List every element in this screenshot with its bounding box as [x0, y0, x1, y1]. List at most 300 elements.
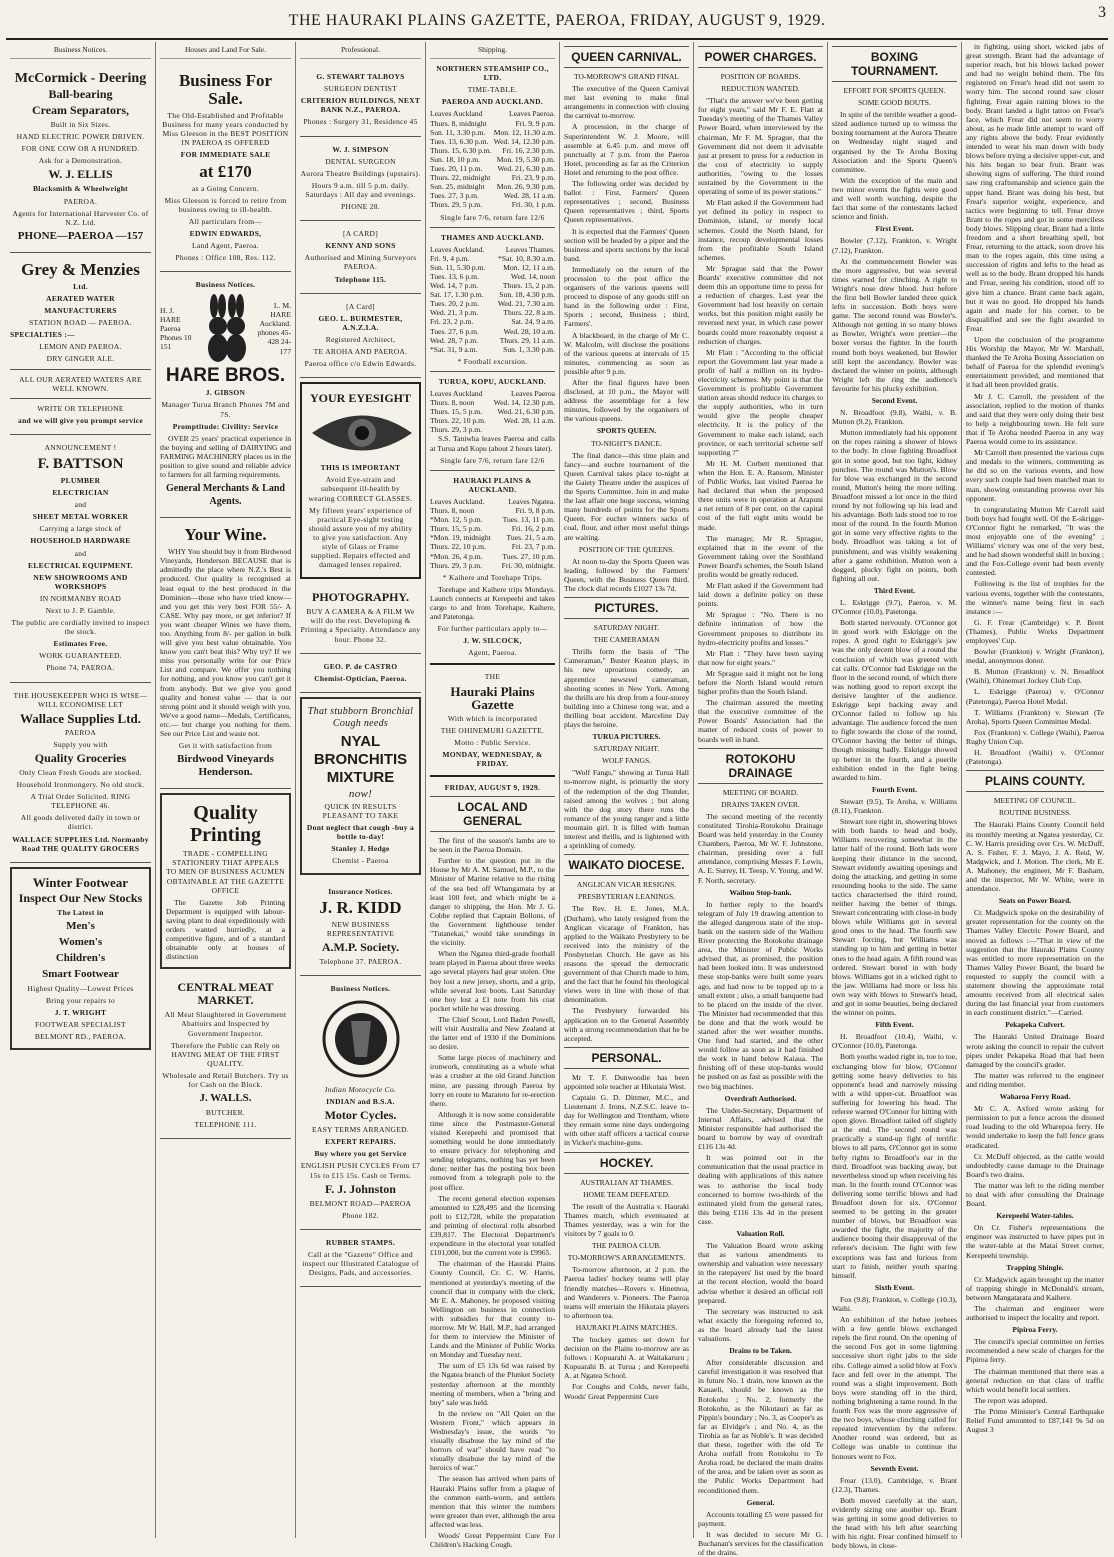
- timetable-cell: Wed. 21, 7.30 a.m.: [497, 299, 555, 309]
- article-paragraph: An exhibition of the hebee jeebees with a few gentle blows exchanged repels the first round. On the opening of the second Fox got in some lightning successive short right jabs to the side ribs. College aimed a solid blow at Fox's face and fell over in the attempt. The round was a slight improvement. Both boys were standing off in the third, nothing brightening a tame round. In the fourth Fox was the more aggressive of the two boys, whose clinching called for repeated intervention by the referee. Another round was ordered, but as College was unable to continue the honours went to Fox.: [832, 1315, 957, 1461]
- ad-text: [A Card]: [346, 301, 375, 311]
- column-8: [962, 42, 1108, 1538]
- ad-text: DENTAL SURGEON: [325, 156, 396, 166]
- kidd-ad: [300, 879, 421, 976]
- article-paragraph: Frear (13.0), Cambridge, v. Brant (12.3), Thames.: [832, 1475, 957, 1494]
- timetable-header: [430, 245, 555, 254]
- section-heading: HOCKEY.: [564, 1152, 689, 1174]
- masthead: THE HAURAKI PLAINS GAZETTE, PAEROA, FRIDAY, AUGUST 9, 1929.: [288, 12, 826, 29]
- article-paragraph: "That's the answer we've been getting for eight years," said Mr F. E. Flatt at Tuesday's meeting of the Thames Valley Power Board, when interviewed by the chairman, Mr F. M. Sprague, that the Government did not deem it advisable just at present to press for a reduction in the cost of electricity to supply authorities, "owing to the losses sustained by the Government in the operating of some of its power stations.": [698, 96, 823, 197]
- timetable-cell: Wed. 28, 7 p.m.: [430, 335, 479, 345]
- timetable-cell: Fri. 23, 2 p.m.: [430, 317, 474, 327]
- ad-text: Promptitude: Civility: Service: [172, 421, 279, 431]
- wallace-ad: [10, 683, 151, 863]
- article-paragraph: Immediately on the return of the procession to the post office the organisers of the various queens will proceed to dispose of any goods still on hand in the following order : First, Sports ; second, Business ; third, Farmers'.: [564, 264, 689, 329]
- kenny-card: [300, 221, 421, 293]
- personal-body: [564, 1073, 689, 1148]
- timetable-cell: Sun. 11, 5.30 p.m.: [430, 262, 486, 272]
- column-6: [694, 42, 828, 1557]
- timetable-cell: Thurs. 15, 2 p.m.: [502, 281, 555, 291]
- subheading: TO-MORROW'S ARRANGEMENTS.: [567, 1253, 686, 1263]
- timetable-column-label: Leaves Ngatea.: [508, 496, 555, 506]
- timetable-row: [430, 155, 555, 164]
- section-heading: PERSONAL.: [564, 1047, 689, 1069]
- subheading: ANGLICAN VICAR RESIGNS.: [576, 880, 677, 890]
- timetable-cell: Thurs. 15, 6.30 p.m.: [430, 145, 492, 155]
- ad-text: WALLACE SUPPLIES Ltd. Normanby Road THE QUALITY GROCERS: [12, 834, 149, 853]
- article-paragraph: For Coughs and Colds, never fails, Woods' Great Peppermint Cure: [564, 1382, 689, 1401]
- timetable-cell: Wed. 14, 7 p.m.: [430, 281, 479, 291]
- article-paragraph: After the final figures have been disclosed, at 10 p.m., the Mayor will address the assemblage for a few minutes, followed by the organisers of the various queens.: [564, 378, 689, 424]
- article-paragraph: Mr Sprague said that the Power Boards' executive committee did not deem this an opportune time to press for a reduction of charges. Last year the Government had lost heavily on certain works, but this position might easily be reversed next year, in which case power boards could more reasonably request a reduction of charges.: [698, 263, 823, 346]
- burmester-card: [300, 294, 421, 379]
- article-paragraph: Cr. Madgwick spoke on the desirability of greater representation for the county on the Thames Valley Electric Power Board, and moved as follows :—"That in view of the suggestion that the Hauraki Plains County was entitled to more representation on the Thames Valley Power Board, the board be requested to supply the council with a statement showing the approximate total amounts received from all electrical sales during the last financial year from customers in each constituent district."—Carried.: [966, 908, 1104, 1018]
- timetable-cell: Thurs. 22, 10 p.m.: [430, 542, 486, 552]
- article-paragraph: Both moved carefully at the start, evidently sizing one another up. Brant was getting in some good deliveries to the head with his left after searching with his right. Frear confined himself to body blows, in close-: [832, 1495, 957, 1551]
- article-paragraph: Mutton immediately had his opponent on the ropes raining a shower of blows to the body. In close fighting Broadfoot got in some good, but too light, kidney punches. The round was Mutton's. Blow for blow was exchanged in the second round, Mutton's being the more telling. Broadfoot missed a lot once in the third round by not following up his lead and his advantage. Both lads stood toe to toe most of the round. In the fourth Mutton got in some very effective rights to the body. Broadfoot was taking a lot of punishment, and was visibly weakening after a game exhibition. Mutton won a dogged, plucky fight on points, both fighting all out.: [832, 428, 957, 583]
- ad-text: All Meat Slaughtered in Government Abattoirs and Inspected by Government Inspector.: [164, 1010, 287, 1038]
- timetable-cell: Wed. 28, 10 a.m.: [503, 326, 555, 336]
- local-general-body: [430, 836, 555, 1549]
- ad-text: Insurance Notices.: [328, 886, 393, 896]
- ad-text: INDIAN and B.S.A.: [326, 1097, 395, 1107]
- ad-text: All goods delivered daily in town or district.: [20, 813, 141, 832]
- timetable-row: [430, 398, 555, 407]
- ad-text: Chemist - Paeroa: [332, 856, 389, 866]
- ad-logo: HARE BROS.: [165, 365, 286, 387]
- timetable-row: [430, 164, 555, 173]
- ad-text: Land Agent, Paeroa.: [192, 241, 259, 251]
- article-paragraph: The secretary was instructed to ask what exactly the foregoing referred to, as the board already had the latest valuations.: [698, 1306, 823, 1343]
- ad-text: TE AROHA AND PAEROA.: [313, 346, 408, 356]
- ad-text: WORK GUARANTEED.: [39, 651, 122, 661]
- ad-text: Get it with satisfaction from: [178, 741, 273, 751]
- timetable-row: [430, 317, 555, 326]
- article-paragraph: Woods' Great Peppermint Cure For Children's Hacking Cough.: [430, 1531, 555, 1550]
- subheading: TURUA PICTURES.: [592, 732, 661, 742]
- subheading: THE PAEROA CLUB.: [591, 1241, 662, 1251]
- ad-text: PAEROA.: [63, 196, 98, 206]
- ad-text: THE HOUSEKEEPER WHO IS WISE— WILL ECONOMISE LET: [13, 690, 148, 709]
- article-paragraph: L. Eskrigge (Paeroa) v. O'Connor (Patetonga), Paeroa Hotel Medal.: [966, 687, 1104, 706]
- ad-text: FOR ONE COW OR A HUNDRED.: [21, 144, 140, 154]
- section-heading: POWER CHARGES.: [698, 46, 823, 68]
- article-paragraph: The Chief Scout, Lord Baden Powell, will visit Australia and New Zealand at the latter end of 1930 if the Dominions so desire.: [430, 1014, 555, 1052]
- ad-text: SPECIALTIES :—: [10, 330, 75, 340]
- subheading: DRAINS TAKEN OVER.: [721, 799, 800, 809]
- ad-text: Only Clean Fresh Goods are stocked.: [19, 767, 142, 777]
- subheading: Drains to be Taken.: [729, 1346, 792, 1356]
- agent-text: Agent, Paeroa.: [468, 648, 517, 658]
- article-paragraph: Mr Sprague said it might not be long before the North Island would return higher profits than the South Island.: [698, 668, 823, 697]
- subheading: Seventh Event.: [870, 1463, 919, 1473]
- ad-text: SHEET METAL WORKER: [32, 512, 129, 522]
- page-number: 3: [1098, 4, 1106, 21]
- article-paragraph: The Under-Secretary, Department of Internal Affairs, advised that the Minister responsible had authorised the board to borrow by way of overdraft £116 13s 4d.: [698, 1105, 823, 1152]
- subheading: Fourth Event.: [872, 784, 917, 794]
- timetable-row: [430, 561, 555, 570]
- ad-text: Chemist-Optician, Paeroa.: [314, 673, 407, 683]
- queen-body: [564, 84, 689, 423]
- article-paragraph: Mr Flatt asked if the Government had laid down a definite policy on these points.: [698, 581, 823, 609]
- timetable-cell: *Mon. 19, midnight: [430, 533, 491, 543]
- ad-title: YOUR EYESIGHT: [309, 391, 412, 406]
- section-heading: BOXING TOURNAMENT.: [832, 46, 957, 82]
- ad-text: WHY You should buy it from Birdwood Vineyards, Henderson BECAUSE that is admittedly the place where N.Z.'s Best is produced. Our quality is recognised at least equal to the best produced in the Dominion—those who have tried know—and you get this very best FOR 55/- A CASE. Why pay more, or get inferior? If you want cheaper Wines we have them, too. Anything from 8/- per gallon in bulk will give you best value obtainable. You know you can't beat this? Why try? If we miss you personally write for our Price List and compare. We offer you nothing for nothing, and you know you can't get it from anybody. But we give you good quality and honest value — that is our strong point and it should weigh with you. We've a good name—Medals, Certificates, etc.— but charge you nothing for them. See our Price List and waste not.: [160, 547, 291, 739]
- timetable-cell: Wed. 21, 6.30 p.m.: [497, 407, 555, 417]
- article-paragraph: Stewart tore right in, showering blows with both hands to head and body, Williams recovering somewhat in the latter half of the round. Both lads were keeping their distance in the second, Stewart evidently awaiting openings and doing the attacking, and getting in some resounding hooks to the side. The same tactics characterised the third round, neither having the better of things. Stewart concentrating with close-in body blows while Williams got in several good ones to the head. The fourth saw Stewart forcing, but Williams was standing up to him and getting in better ones to the head again. A fifth round was ordered. Stewart bored in with body blows. Williams got in a wicked right to the jaw. Williams had more or less his own way with blows to Stewart's head, and got in some beauties, being declared the winner on points.: [832, 817, 957, 1018]
- ad-text: Household Ironmongery. No old stock.: [16, 780, 145, 790]
- ad-text: Ltd.: [73, 281, 88, 291]
- timetable-row: [430, 137, 555, 146]
- ad-text: Phone 182.: [342, 1210, 379, 1220]
- ad-text: My fifteen years' experience of practical Eye-sight testing should assure you of my ability to give you satisfaction. Any style of Glass or Frame supplied. Repairs effected and damaged lenses repaired.: [308, 505, 413, 570]
- shipping-company: NORTHERN STEAMSHIP CO., LTD.: [436, 64, 549, 83]
- article-paragraph: The matter was left to the riding member to deal with after consulting the Drainage Board.: [966, 1180, 1104, 1209]
- timetable-row: [430, 254, 555, 263]
- ad-text: Miss Gleeson is forced to retire from business owing to ill-health.: [164, 195, 287, 214]
- article-paragraph: It is expected that the Farmers' Queen section will be headed by a piper and the business and sports sections by the local band.: [564, 226, 689, 263]
- article-paragraph: A blackboard, in the charge of Mr C. W. Malcolm, will disclose the positions of the various queens at intervals of 15 minutes, commencing as soon as possible after 9 p.m.: [564, 330, 689, 376]
- ad-text: Registered Architect,: [325, 334, 396, 344]
- subheading: General.: [746, 1497, 775, 1507]
- timetable-cell: Tues. 13, 6.30 p.m.: [430, 136, 489, 146]
- timetable-cell: Thurs. 22, 8 a.m.: [503, 308, 555, 318]
- ad-text: now!: [348, 787, 373, 800]
- route-note: Torehape and Kaihere trips Mondays. Launch connects at Kerepeehi and takes cargo to and from Torehape, Kaihere, and Patetonga.: [430, 584, 555, 622]
- column-header: Business Notices.: [10, 42, 151, 59]
- timetable-row: [430, 263, 555, 272]
- grey-menzies-ad: [10, 253, 151, 435]
- timetable-cell: Thurs. 22, 10 p.m.: [430, 416, 486, 426]
- article-paragraph: The Prime Minister's Central Earthquake Relief Fund amounted to £87,141 9s 5d on August 3: [966, 1406, 1104, 1435]
- subheading: SATURDAY NIGHT.: [593, 744, 660, 754]
- article-paragraph: Bowler (7.12), Frankton, v. Wright (7.12), Frankton.: [832, 236, 957, 255]
- timetable-cell: Thurs. 8, noon: [430, 398, 475, 408]
- article-paragraph: The report was adopted.: [974, 1395, 1048, 1405]
- timetable-cell: Fri. 9, 4 p.m.: [430, 253, 470, 263]
- ad-text: Buy where you get Service: [314, 1149, 407, 1159]
- article-paragraph: Cr. Madgwick again brought up the matter of trapping shingle in McDonald's stream, between Mangatarata and Kaihere.: [966, 1274, 1104, 1302]
- ad-text: Supply you with: [53, 739, 108, 749]
- timetable-header: [430, 497, 555, 506]
- talboys-card: [300, 64, 421, 136]
- article-paragraph: In the review on "All Quiet on the Western Front," which appears in Wednesday's issue, the words "to visually disabuse the lay mind of the horrors of war" should have read "to visually disabuse the lay mind of the heroics of war.": [430, 1408, 555, 1473]
- waikato-body: [564, 904, 689, 1042]
- article-paragraph: Captain G. D. Dittmer, M.C., and Lieutenant J. Irons, N.Z.S.C. leave to-day for Wellington and Trentham, where they remain some nine days undergoing with other staff officers a tactical course in Vicker's machine-guns.: [564, 1093, 689, 1148]
- article-paragraph: The Rev. H. E. Jones, M.A. (Durham), who lately resigned from the Anglican vicarage of Frankton, has applied to the Waikato Presbytery to be received into the ministry of the Presbyterian Church. He gave as his reasons the spread the democratic government of that Church made to him, and the fact that he found his theological views were in line with those of that denomination.: [564, 904, 689, 1005]
- timetable-row: [430, 308, 555, 317]
- timetable-cell: Thurs. 29, 3 p.m.: [430, 560, 483, 570]
- subheading: MEETING OF BOARD.: [722, 787, 799, 797]
- ad-text: Avoid Eye-strain and subsequent ill-health by wearing CORRECT GLASSES.: [308, 475, 413, 503]
- article-paragraph: The first of the season's lambs are to be seen in the Paeroa Domain.: [430, 836, 555, 855]
- ad-title: Motor Cycles.: [324, 1108, 397, 1123]
- subheading: HOME TEAM DEFEATED.: [583, 1189, 670, 1199]
- ad-name: W. J. ELLIS: [48, 167, 113, 182]
- subheading: Valuation Roll.: [736, 1228, 785, 1238]
- ad-text: J. T. WRIGHT: [54, 1007, 107, 1017]
- column-4: [426, 42, 560, 1550]
- subheading: Waharoa Ferry Road.: [999, 1092, 1071, 1102]
- ad-text: IN NORMANBY ROAD: [39, 593, 122, 603]
- article-paragraph: H. Broadfoot (10.4), Waihi, v. O'Connor (10.0), Patetonga.: [832, 1032, 957, 1051]
- timetable-cell: Wed. 21, 3 p.m.: [430, 308, 479, 318]
- timetable-row: [430, 182, 555, 191]
- ad-text: PLUMBER: [60, 475, 101, 485]
- article-paragraph: Mr Carroll then presented the various cups and medals to the winners, commenting as he did so on the various events, and how every such couple had been matched man to man, showing outstanding prowess over his opponent.: [966, 448, 1104, 503]
- ad-text: ENGLISH PUSH CYCLES From £7 15s to £15 15s. Cash or Terms.: [300, 1161, 421, 1180]
- ad-name: KENNY AND SONS: [325, 241, 396, 251]
- article-paragraph: It was decided to secure Mr G. Buchanan's services for the classification of the drains.: [698, 1529, 823, 1557]
- business-sale-ad: [160, 64, 291, 272]
- ad-title: F. BATTSON: [37, 455, 124, 472]
- timetable-cell: Wed. 14, noon: [510, 271, 555, 281]
- ad-text: General Merchants & Land Agents.: [166, 483, 285, 508]
- article-paragraph: Mr T. F. Dunwoodie has been appointed sole teacher at Hikutaia West.: [564, 1072, 689, 1091]
- ad-text: ANNOUNCEMENT !: [44, 442, 117, 452]
- timetable-cell: Sun. 18, 10 p.m.: [430, 154, 480, 164]
- timetable-row: [430, 128, 555, 137]
- timetable-cell: Thurs. 22, midnight: [430, 173, 491, 183]
- article-paragraph: Both started nervously. O'Connor got in good work with Eskrigge on the ropes. A good right to Eskrigge's jaw was the only decent blow of a round the conclusion of which was greeted with cat calls. O'Connor had Eskrigge on the floor in the second round, of which there was nothing good to report except the derisive laughter of the audience. Eskrigge kept backing away and O'Connor failed to follow up his advantage. The audience forced the men to fight towards the close of the round, O'Connor having the better of things, though missing badly. Eskrigge showed up better in the fourth, and a puerile exhibition ended in the fight being awarded to him.: [832, 618, 957, 782]
- column-7: [828, 42, 962, 1551]
- article-paragraph: The second meeting of the recently constituted Tirohia-Rotokohu Drainage Board was held yesterday in the County Chambers, Paeroa, Mr W. F. Johnstone, chairman, presiding over a full attendance, comprising Messrs F. Lewis, A. E. Surrey, H. Teesp, V. Young, and W. F. North, secretary.: [698, 811, 823, 885]
- ad-text: NEW SHOWROOMS AND WORKSHOPS: [33, 572, 128, 591]
- subheading: EFFORT FOR SPORTS QUEEN.: [843, 86, 946, 95]
- timetable-row: [430, 281, 555, 290]
- trophy-list: [966, 618, 1104, 766]
- article-paragraph: Mr H. M. Corbett mentioned that when the Hon. E. A. Ransom, Minister of Public Works, last visited Paeroa he had declared that when the proposed three units were in operation at Arapuni a net return of 8 per cent. on the capital cost of the full eight units would be made.: [698, 458, 823, 532]
- ad-text: Blacksmith & Wheelwright: [33, 184, 128, 194]
- article-paragraph: With the exception of the main and two minor events the fights were good and well worth watching, despite the fact that some of the contestants lacked science and finish.: [832, 175, 957, 222]
- article-paragraph: At noon to-day the Sports Queen was leading, followed by the Farmers' Queen, with the Business Queen third. The clock dial records £1027 13s 7d.: [564, 556, 689, 593]
- article-paragraph: H. Broadfoot (Waihi) v. O'Connor (Patetonga).: [966, 748, 1104, 767]
- ad-text: Paeroa office c/o Edwin Edwards.: [304, 359, 417, 369]
- timetable-cell: Fri. 23, 7 p.m.: [511, 542, 555, 552]
- timetable-cell: Tues. 21, 5 a.m.: [506, 533, 555, 543]
- timetable-column-label: Leaves Paeroa: [510, 389, 555, 398]
- ad-text: Highest Quality—Lowest Prices: [27, 983, 134, 993]
- article-paragraph: At the commencement Bowler was the more aggressive, but was several times warned for clinching. A right to Wright's nose drew blood. Just before the first bell Bowler landed three quick lefts in succession. Both boys were game. The second round was Bowler's. Although not getting in so many blows as Bowler, Wright's were prettier—the boxer versus the fighter. In the fourth round both boys weakened, but Bowler still kept the ascendancy. Bowler was declared the winner on points, although Wright left the ring the audience's favourite for his plucky exhibition.: [832, 256, 957, 393]
- paper-title: Hauraki Plains Gazette: [450, 683, 535, 712]
- article-paragraph: Mr Flatt asked if the Government had yet defined its policy in respect to Dominion, island, or merely local schemes. Could the North Island, for instance, recoup developmental losses from the profitable South Island schemes.: [698, 198, 823, 262]
- timetable-cell: *Mon. 12, 5 p.m.: [430, 515, 483, 525]
- article-paragraph: Fox (Frankton) v. College (Waihi), Paeroa Rugby Union Cup.: [966, 727, 1104, 746]
- ad-text: A Trial Order Solicited. RING TELEPHONE 46.: [30, 792, 131, 811]
- article-paragraph: Mr J. C. Carroll, the president of the association, replied to the motion of thanks and said that they were only doing their best to help a neighbouring town. He felt sure that if Te Aroha needed Paeroa in any way Paeroa would come to its assistance.: [966, 391, 1104, 447]
- article-paragraph: The executive of the Queen Carnival met last evening to make final arrangements in connection with closing the carnival to-morrow.: [564, 84, 689, 121]
- ad-text: Women's: [58, 935, 103, 948]
- fare-text: Single fare 7/6, return fare 12/6: [440, 455, 545, 465]
- ad-text: DRY GINGER ALE.: [46, 354, 115, 364]
- subheading: PRESBYTERIAN LEANINGS.: [577, 892, 676, 902]
- ad-text: PHONE 28.: [341, 202, 380, 212]
- article-paragraph: Bowler (Frankton) v. Wright (Frankton), medal, anonymous donor.: [966, 647, 1104, 666]
- article-paragraph: L. Eskrigge (9.7), Paeroa, v. M. O'Connor (10.0), Patetonga.: [832, 597, 957, 617]
- article-paragraph: The Presbytery forwarded his application on to the General Assembly with a strong recommendation that he be accepted.: [564, 1006, 689, 1043]
- ad-line: Cream Separators,: [31, 103, 130, 118]
- eyesight-ad: [300, 382, 421, 579]
- ad-text: EXPERT REPAIRS.: [325, 1137, 396, 1147]
- timetable-cell: Tues. 20, 11 p.m.: [430, 164, 483, 174]
- article-paragraph: Further to the question put in the House by Mr A. M. Samuel, M.P., to the Minister of Marine relative to the rising of the sea bed off Whangamata by at least 100 feet, and which might be a danger to shipping, the Hon. Mr J. G. Cobbe replied that Captain Bollons, of the Government lighthouse tender "Tutanekai," would take soundings in the vicinity.: [430, 856, 555, 948]
- timetable-row: [430, 336, 555, 345]
- ad-line: Ball-bearing: [48, 87, 113, 102]
- article-paragraph: The chairman mentioned that there was a general reduction on that class of traffic which would benefit local settlers.: [966, 1366, 1104, 1394]
- ad-price: at £170: [199, 161, 252, 181]
- timetable-cell: Fri. 23, 9 p.m.: [511, 173, 555, 183]
- ad-title: Your Wine.: [184, 525, 267, 545]
- rotokohu-body: [698, 812, 823, 885]
- article-paragraph: In further reply to the board's telegram of July 19 drawing attention to the alleged dangerous state of the stop-bank on the eastern side of the Waihou River protecting the Rotokohu drainage area, the Minister of Public Works advised that, as promised, the position had been looked into. It was understood these stop-banks were built some years ago, and had now to be topped up to a small extent ; also, a small banquette had to be placed on the inside of the river. The Minister had recommended that this be done and that the work would be started after the wet weather months. One fund had started, and the other would follow as soon as it had finished the work in hand below Kaiaua. The finishing off of these stop-banks would be pushed on as fast as possible with the two big machines.: [698, 899, 823, 1091]
- ad-text: Business Notices.: [330, 983, 391, 993]
- ad-text: ALL OUR AERATED WATERS ARE WELL KNOWN.: [19, 374, 142, 393]
- hauraki-plains-table: [430, 497, 555, 570]
- ad-title: J. R. KIDD: [319, 897, 402, 917]
- masthead-text: MONDAY, WEDNESDAY, & FRIDAY.: [442, 749, 543, 768]
- timetable-column-label: Leaves Auckland: [430, 109, 483, 119]
- timetable-row: [430, 345, 555, 354]
- ad-name: F. J. Johnston: [325, 1181, 396, 1196]
- article-paragraph: The chairman and engineer were authorised to inspect the locality and report.: [966, 1304, 1104, 1323]
- timetable-cell: Wed. 14, 12.30 p.m.: [493, 136, 555, 146]
- timetable-row: [430, 552, 555, 561]
- ad-text: Aurora Theatre Buildings (upstairs).: [300, 168, 421, 178]
- ad-text: QUICK IN RESULTS PLEASANT TO TAKE: [322, 801, 399, 821]
- article-paragraph: N. Broadfoot (9.8), Waihi, v. B. Mutton (9.2), Frankton.: [832, 408, 957, 427]
- ad-text: Bring your repairs to: [46, 995, 115, 1005]
- paper-masthead: [430, 663, 555, 777]
- rabbit-logo-icon: [196, 292, 256, 364]
- ad-text: Ask for a Demonstration.: [38, 156, 123, 166]
- article-paragraph: The hockey games set down for decision on the Plains to-morrow are as follows : Kopuarahi A. at Waitakaruru ; Kopuarahi B. at Turua ; and Kerepeehi A. at Ngatea School.: [564, 1334, 689, 1381]
- ad-text: TELEPHONE 111.: [194, 1120, 257, 1130]
- ad-phone: PHONE—PAEROA —157: [17, 229, 144, 242]
- timetable-row: [430, 515, 555, 524]
- article-paragraph: A procession, in the charge of Superintendent W. J. Moore, will assemble at 6.45 p.m. and move off punctually at 7 p.m. from the Paeroa Hotel, proceeding as far as the Criterion Hotel and returning to the post office.: [564, 122, 689, 177]
- ad-text: Men's: [66, 919, 95, 932]
- subheading: Trapping Shingle.: [1006, 1262, 1064, 1272]
- ad-text: H. J. HARE Paeroa Phones 10 151: [160, 305, 192, 351]
- ad-title: Wallace Supplies Ltd.: [20, 710, 141, 726]
- article-paragraph: Mr C. A. Axford wrote asking for permission to put a fence across the disused road leading to the old Wharepoa ferry. He would undertake to keep the full fence grass eradicated.: [966, 1104, 1104, 1150]
- ad-text: Carrying a large stock of: [39, 524, 122, 534]
- timetable-row: [430, 200, 555, 209]
- timetable-cell: Tues. 27, 6 p.m.: [430, 326, 479, 336]
- article-paragraph: "Wolf Fangs," showing at Turua Hall to-morrow night, is primarily the story of the redemption of the dog Thunder, raised among the wolves ; but along with the dog story there runs the romance of the young ranger and a little mountain girl. It is filled with human interest and thrills, and is lightened with a sprinkling of comedy.: [564, 768, 689, 851]
- route-title: THAMES AND AUCKLAND.: [441, 232, 544, 242]
- ad-text: Dont neglect that cough -buy a bottle to-day!: [306, 823, 415, 842]
- timetable-cell: Mon. 12, 11 a.m.: [503, 262, 555, 272]
- timetable-row: [430, 407, 555, 416]
- subheading: AUSTRALIAN AT THAMES.: [580, 1177, 673, 1187]
- route-title: HAURAKI PLAINS & AUCKLAND.: [453, 475, 532, 494]
- timetable-cell: Tues. 13, 6 p.m.: [430, 271, 479, 281]
- ad-text: Authorised and Mining Surveyors PAEROA.: [304, 253, 417, 272]
- subheading: Pekapeka Culvert.: [1005, 1020, 1065, 1030]
- ad-title: Grey & Menzies: [21, 259, 140, 279]
- timetable-cell: Thurs. 29, 11 a.m.: [499, 335, 555, 345]
- ad-text: ELECTRICIAN: [52, 488, 109, 498]
- article-paragraph: In spite of the terrible weather a good-sized audience turned up to witness the boxing tournament at the Aurora Theatre on Wednesday night staged and organised by the Te Aroha Boxing Association and the Sports Queen's committee.: [832, 110, 957, 174]
- timetable-cell: Wed. 21, 6.30 p.m.: [497, 164, 555, 174]
- timetable-column-label: Leaves Auckland.: [430, 244, 485, 254]
- masthead-text: THE OHINEMURI GAZETTE.: [440, 725, 545, 735]
- timetable-cell: Sat. 24, 9 a.m.: [511, 317, 555, 327]
- timetable-cell: Sat. 17, 1.30 p.m.: [430, 290, 484, 300]
- timetable-cell: Mon. 19, 5.30 p.m.: [496, 154, 555, 164]
- timetable-row: [430, 146, 555, 155]
- subheading: Overdraft Authorised.: [724, 1093, 797, 1103]
- timetable-label: TIME-TABLE.: [467, 85, 518, 95]
- ad-text: and: [74, 500, 87, 510]
- article-paragraph: The following order was decided by ballot : First, Farmers' Queen representatives ; second, Business Queen representatives ; third, Sports Queen representatives.: [564, 179, 689, 225]
- timetable-cell: Mon. 26, 9.30 p.m.: [496, 182, 555, 192]
- timetable-row: [430, 327, 555, 336]
- timetable-cell: *Mon. 26, 4 p.m.: [430, 551, 483, 561]
- ad-text: FOOTWEAR SPECIALIST: [35, 1020, 126, 1030]
- ad-text: Indian Motocycle Co.: [324, 1084, 397, 1094]
- ad-name: G. STEWART TALBOYS: [316, 72, 405, 82]
- timetable-cell: Thurs. 15, 5 p.m.: [430, 407, 483, 417]
- subheading: POSITION OF BOARDS.: [720, 72, 801, 81]
- article-paragraph: The Hauraki United Drainage Board wrote asking the council to repair the culvert pipes under Pekapeka Road that had been damaged by the council's grader.: [966, 1032, 1104, 1069]
- subheading: ROUTINE BUSINESS.: [998, 808, 1072, 818]
- article-paragraph: To-morrow afternoon, at 2 p.m. the Paeroa ladies' hockey teams will play friendly matches—Rovers v. Hinemoa, and Wanderers v. Pioneers. The Paeroa teams will entertain the Hikutaia players to afternoon tea.: [564, 1265, 689, 1320]
- article-paragraph: G. F. Frear (Cambridge) v. P. Brent (Thames), Public Works Department employees' Cup.: [966, 617, 1104, 645]
- ad-text: HOUSEHOLD HARDWARE: [30, 536, 131, 546]
- ad-text: Agents for International Harvester Co. of N.Z. Ltd.: [12, 208, 149, 227]
- ad-text: Phones : Office 108, Res. 112.: [175, 253, 276, 263]
- subheading: SOME GOOD BOUTS.: [858, 98, 931, 108]
- hare-bros-ad: [160, 272, 291, 518]
- timetable-cell: Tues. 27, 3 p.m.: [430, 191, 479, 201]
- ad-text: Telephone 115.: [334, 274, 387, 284]
- meat-market-ad: [160, 973, 291, 1139]
- article-paragraph: Mr Flatt : "They have been saying that now for eight years.": [698, 648, 823, 667]
- agent-name: J. W. SILCOCK,: [463, 636, 522, 646]
- ad-text: Children's: [55, 951, 106, 964]
- ad-text: CRITERION BUILDINGS. NEXT BANK N.Z., PAEROA.: [300, 96, 421, 115]
- timetable-row: [430, 524, 555, 533]
- ad-text: Call at the "Gazette" Office and inspect our Illustrated Catalogue of Designs, Pads, and accessories.: [302, 1249, 419, 1278]
- column-header: Houses and Land For Sale.: [160, 42, 291, 59]
- issue-date: FRIDAY, AUGUST 9, 1929.: [444, 783, 541, 792]
- ad-text: Telephone 37. PAEROA.: [319, 956, 402, 966]
- ad-text: Estimates Free.: [53, 639, 108, 649]
- route-title: TURUA, KOPU, AUCKLAND.: [438, 376, 547, 386]
- timetable-cell: Fri. 9, 8 p.m.: [515, 506, 555, 516]
- section-heading: WAIKATO DIOCESE.: [564, 854, 689, 876]
- ad-text: All particulars from—: [188, 216, 263, 226]
- masthead-text: With which is incorporated: [447, 713, 538, 723]
- section-heading: LOCAL AND GENERAL: [430, 796, 555, 832]
- article-paragraph: Mr Sprague : "No. There is no definite intimation of how the Government proposes to distribute its hydro-electricity profits and losses.": [698, 610, 823, 647]
- article-paragraph: Upon the conclusion of the programme His Worship the Mayor, Mr W. Marshall, thanked the Te Aroha Boxing Association on behalf of Paeroa for the splendid evening's entertainment provided, and mentioned that it had all been provided gratis.: [966, 335, 1104, 390]
- column-1: [6, 42, 156, 1538]
- article-paragraph: The council's special committee on ferries recommended a new scale of charges for the Pipiroa ferry.: [966, 1337, 1104, 1365]
- simpson-card: [300, 137, 421, 222]
- column-3: [296, 42, 426, 1538]
- subheading: TO-NIGHT'S DANCE.: [591, 438, 662, 448]
- ad-text: L. M. HARE Auckland. phones 45-428 24-177: [257, 301, 291, 356]
- ad-text: The Latest in: [57, 907, 104, 917]
- ad-name: Birdwood Vineyards Henderson.: [177, 753, 274, 779]
- subheading: Sixth Event.: [874, 1282, 915, 1292]
- article-paragraph: In congratulating Mutton Mr Carroll said both boys had fought well. Of the E-skrigge-O'Connor fight he remarked, "It was the most enjoyable one of the evening" ; Williams' victory was one of the very best, and he had shown wonderful skill in boxing ; and the Fox-College event had been evenly contested.: [966, 504, 1104, 578]
- timetable-column-label: Leaves Auckland: [430, 389, 483, 398]
